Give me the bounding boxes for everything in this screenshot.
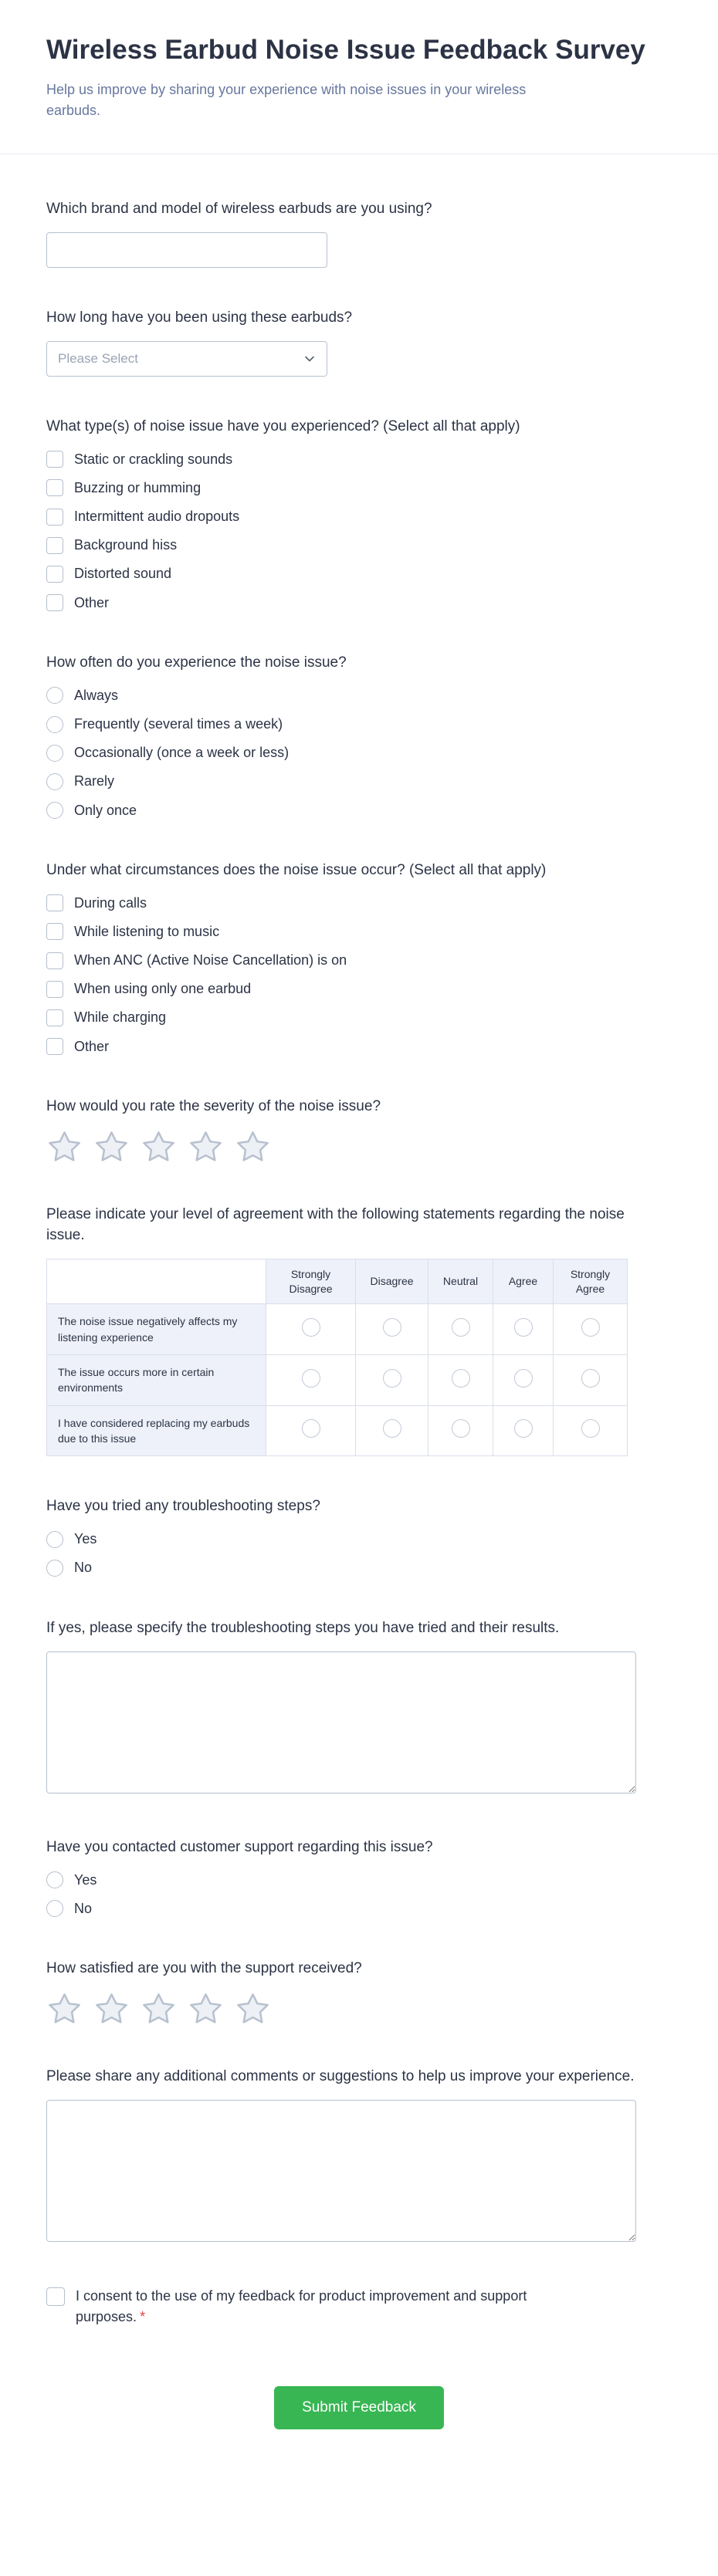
question-noise-types xyxy=(46,417,672,613)
matrix-radio[interactable] xyxy=(452,1318,470,1337)
radio-option[interactable] xyxy=(46,772,114,791)
matrix-radio[interactable] xyxy=(383,1318,401,1337)
form-title: Wireless Earbud Noise Issue Feedback Survey xyxy=(46,35,645,65)
question-troubleshooting-detail xyxy=(46,1618,672,1797)
consent-label[interactable]: I consent to the use of my feedback for product improvement and support purposes. * xyxy=(76,2287,527,2324)
consent-option[interactable] xyxy=(46,2286,533,2328)
matrix-radio[interactable] xyxy=(302,1318,320,1337)
checkbox[interactable] xyxy=(46,537,63,554)
question-label: How often do you experience the noise issue? xyxy=(46,654,347,671)
radio-button[interactable] xyxy=(46,1900,63,1917)
matrix-corner-cell xyxy=(47,1259,266,1304)
checkbox-option[interactable] xyxy=(46,593,109,613)
option-label[interactable]: Other xyxy=(74,1038,110,1054)
star-icon[interactable] xyxy=(235,1992,271,2027)
checkbox-option[interactable] xyxy=(46,1037,109,1056)
checkbox-option[interactable] xyxy=(46,1008,166,1027)
checkbox-option[interactable] xyxy=(46,478,201,498)
matrix-radio[interactable] xyxy=(383,1369,401,1388)
matrix-column-header: Disagree xyxy=(356,1259,428,1304)
question-severity xyxy=(46,1097,672,1165)
chevron-down-icon xyxy=(302,351,317,367)
option-label[interactable]: Occasionally (once a week or less) xyxy=(74,745,290,761)
satisfaction-star-rating xyxy=(46,1992,672,2027)
matrix-radio[interactable] xyxy=(302,1419,320,1438)
checkbox[interactable] xyxy=(46,479,63,496)
radio-button[interactable] xyxy=(46,716,63,733)
star-icon[interactable] xyxy=(188,1130,224,1165)
checkbox[interactable] xyxy=(46,923,63,940)
option-label[interactable]: Only once xyxy=(74,802,137,818)
option-label[interactable]: While charging xyxy=(74,1009,167,1026)
option-label[interactable]: During calls xyxy=(74,894,147,911)
question-consent xyxy=(46,2286,672,2328)
question-label: How would you rate the severity of the noise issue? xyxy=(46,1097,381,1114)
matrix-radio[interactable] xyxy=(452,1369,470,1388)
checkbox[interactable] xyxy=(46,509,63,526)
star-icon[interactable] xyxy=(188,1992,224,2027)
option-label[interactable]: Yes xyxy=(74,1531,97,1547)
option-label[interactable]: Rarely xyxy=(74,773,115,789)
checkbox[interactable] xyxy=(46,981,63,998)
option-label[interactable]: Buzzing or humming xyxy=(74,479,202,495)
matrix-radio[interactable] xyxy=(581,1419,600,1438)
comments-textarea[interactable] xyxy=(46,2100,636,2242)
checkbox[interactable] xyxy=(46,952,63,969)
matrix-column-header: Strongly Agree xyxy=(554,1259,628,1304)
troubleshooting-detail-textarea[interactable] xyxy=(46,1651,636,1793)
question-label: Please share any additional comments or suggestions to help us improve your experience. xyxy=(46,2067,635,2084)
checkbox[interactable] xyxy=(46,451,63,468)
matrix-radio[interactable] xyxy=(581,1369,600,1388)
matrix-row-label: I have considered replacing my earbuds due to this issue xyxy=(47,1405,266,1456)
radio-button[interactable] xyxy=(46,1531,63,1548)
radio-option[interactable] xyxy=(46,1530,97,1549)
question-label: How long have you been using these earbuds? xyxy=(46,309,353,326)
question-brand xyxy=(46,199,672,268)
checkbox-option[interactable] xyxy=(46,922,219,941)
matrix-radio[interactable] xyxy=(514,1369,533,1388)
question-label: If yes, please specify the troubleshooting steps you have tried and their results. xyxy=(46,1619,560,1636)
submit-row xyxy=(46,2386,672,2576)
checkbox-option[interactable] xyxy=(46,536,177,555)
matrix-radio[interactable] xyxy=(514,1318,533,1337)
question-label: Please indicate your level of agreement with the following statements regarding the noise issue. xyxy=(46,1205,625,1243)
radio-option[interactable] xyxy=(46,1558,92,1577)
question-troubleshooting xyxy=(46,1496,672,1577)
question-label: Have you tried any troubleshooting steps? xyxy=(46,1498,320,1515)
option-label[interactable]: When using only one earbud xyxy=(74,981,252,997)
checkbox[interactable] xyxy=(46,1009,63,1026)
checkbox-group xyxy=(46,894,672,1056)
checkbox[interactable] xyxy=(46,594,63,611)
radio-group xyxy=(46,1530,672,1577)
matrix-row xyxy=(47,1304,628,1355)
radio-option[interactable] xyxy=(46,801,137,820)
star-icon[interactable] xyxy=(141,1130,177,1165)
star-icon[interactable] xyxy=(46,1130,83,1165)
matrix-radio[interactable] xyxy=(302,1369,320,1388)
matrix-radio[interactable] xyxy=(581,1318,600,1337)
option-label[interactable]: Frequently (several times a week) xyxy=(74,715,283,732)
question-duration xyxy=(46,308,672,377)
option-label[interactable]: Yes xyxy=(74,1871,97,1888)
radio-group xyxy=(46,1871,672,1918)
required-asterisk: * xyxy=(140,2308,146,2324)
radio-option[interactable] xyxy=(46,1871,97,1890)
matrix-column-header: Agree xyxy=(493,1259,554,1304)
form-subtitle: Help us improve by sharing your experience with noise issues in your wireless earbuds. xyxy=(46,81,527,118)
checkbox[interactable] xyxy=(46,1038,63,1055)
radio-option[interactable] xyxy=(46,743,289,762)
radio-group xyxy=(46,686,672,820)
radio-button[interactable] xyxy=(46,1560,63,1577)
matrix-row-label: The issue occurs more in certain environments xyxy=(47,1355,266,1406)
option-label[interactable]: While listening to music xyxy=(74,923,220,939)
severity-star-rating xyxy=(46,1130,672,1165)
star-icon[interactable] xyxy=(46,1992,83,2027)
option-label[interactable]: No xyxy=(74,1560,93,1576)
checkbox-option[interactable] xyxy=(46,450,232,469)
checkbox-option[interactable] xyxy=(46,951,347,970)
question-frequency xyxy=(46,653,672,820)
question-label: Under what circumstances does the noise issue occur? (Select all that apply) xyxy=(46,861,547,878)
star-icon[interactable] xyxy=(141,1992,177,2027)
radio-button[interactable] xyxy=(46,745,63,762)
matrix-radio[interactable] xyxy=(452,1419,470,1438)
radio-button[interactable] xyxy=(46,687,63,704)
matrix-header-row xyxy=(47,1259,628,1304)
agreement-matrix xyxy=(46,1259,628,1457)
checkbox[interactable] xyxy=(46,566,63,583)
form-header xyxy=(0,0,718,154)
option-label[interactable]: Distorted sound xyxy=(74,566,172,582)
duration-select[interactable] xyxy=(46,341,327,377)
matrix-row xyxy=(47,1405,628,1456)
radio-option[interactable] xyxy=(46,715,283,734)
submit-button[interactable]: Submit Feedback xyxy=(274,2386,444,2429)
radio-option[interactable] xyxy=(46,686,118,705)
option-label[interactable]: Intermittent audio dropouts xyxy=(74,509,240,525)
matrix-radio[interactable] xyxy=(514,1419,533,1438)
matrix-column-header: Strongly Disagree xyxy=(266,1259,356,1304)
checkbox-option[interactable] xyxy=(46,564,171,583)
radio-button[interactable] xyxy=(46,773,63,790)
matrix-row xyxy=(47,1355,628,1406)
radio-button[interactable] xyxy=(46,802,63,819)
matrix-row-label: The noise issue negatively affects my listening experience xyxy=(47,1304,266,1355)
question-comments xyxy=(46,2067,672,2246)
radio-option[interactable] xyxy=(46,1899,92,1918)
star-icon[interactable] xyxy=(93,1992,130,2027)
option-label[interactable]: Background hiss xyxy=(74,537,178,553)
question-satisfaction xyxy=(46,1959,672,2027)
matrix-radio[interactable] xyxy=(383,1419,401,1438)
select-placeholder: Please Select xyxy=(58,350,138,366)
option-label[interactable]: Other xyxy=(74,594,110,610)
consent-checkbox[interactable] xyxy=(46,2287,65,2306)
checkbox-option[interactable] xyxy=(46,979,251,999)
checkbox[interactable] xyxy=(46,894,63,911)
option-label[interactable]: No xyxy=(74,1900,93,1916)
question-contacted-support xyxy=(46,1837,672,1918)
checkbox-group xyxy=(46,450,672,613)
option-label[interactable]: Always xyxy=(74,687,119,703)
brand-input[interactable] xyxy=(46,232,327,268)
option-label[interactable]: Static or crackling sounds xyxy=(74,451,233,467)
radio-button[interactable] xyxy=(46,1871,63,1888)
star-icon[interactable] xyxy=(235,1130,271,1165)
question-label: What type(s) of noise issue have you experienced? (Select all that apply) xyxy=(46,418,520,434)
matrix-column-header: Neutral xyxy=(428,1259,493,1304)
question-agreement xyxy=(46,1205,672,1457)
star-icon[interactable] xyxy=(93,1130,130,1165)
question-label: Have you contacted customer support regarding this issue? xyxy=(46,1838,433,1855)
question-label: How satisfied are you with the support received? xyxy=(46,1959,362,1976)
option-label[interactable]: When ANC (Active Noise Cancellation) is on xyxy=(74,952,347,969)
question-label: Which brand and model of wireless earbuds are you using? xyxy=(46,200,432,217)
question-circumstances xyxy=(46,860,672,1056)
checkbox-option[interactable] xyxy=(46,507,239,526)
form-body xyxy=(0,154,718,2576)
checkbox-option[interactable] xyxy=(46,894,147,913)
